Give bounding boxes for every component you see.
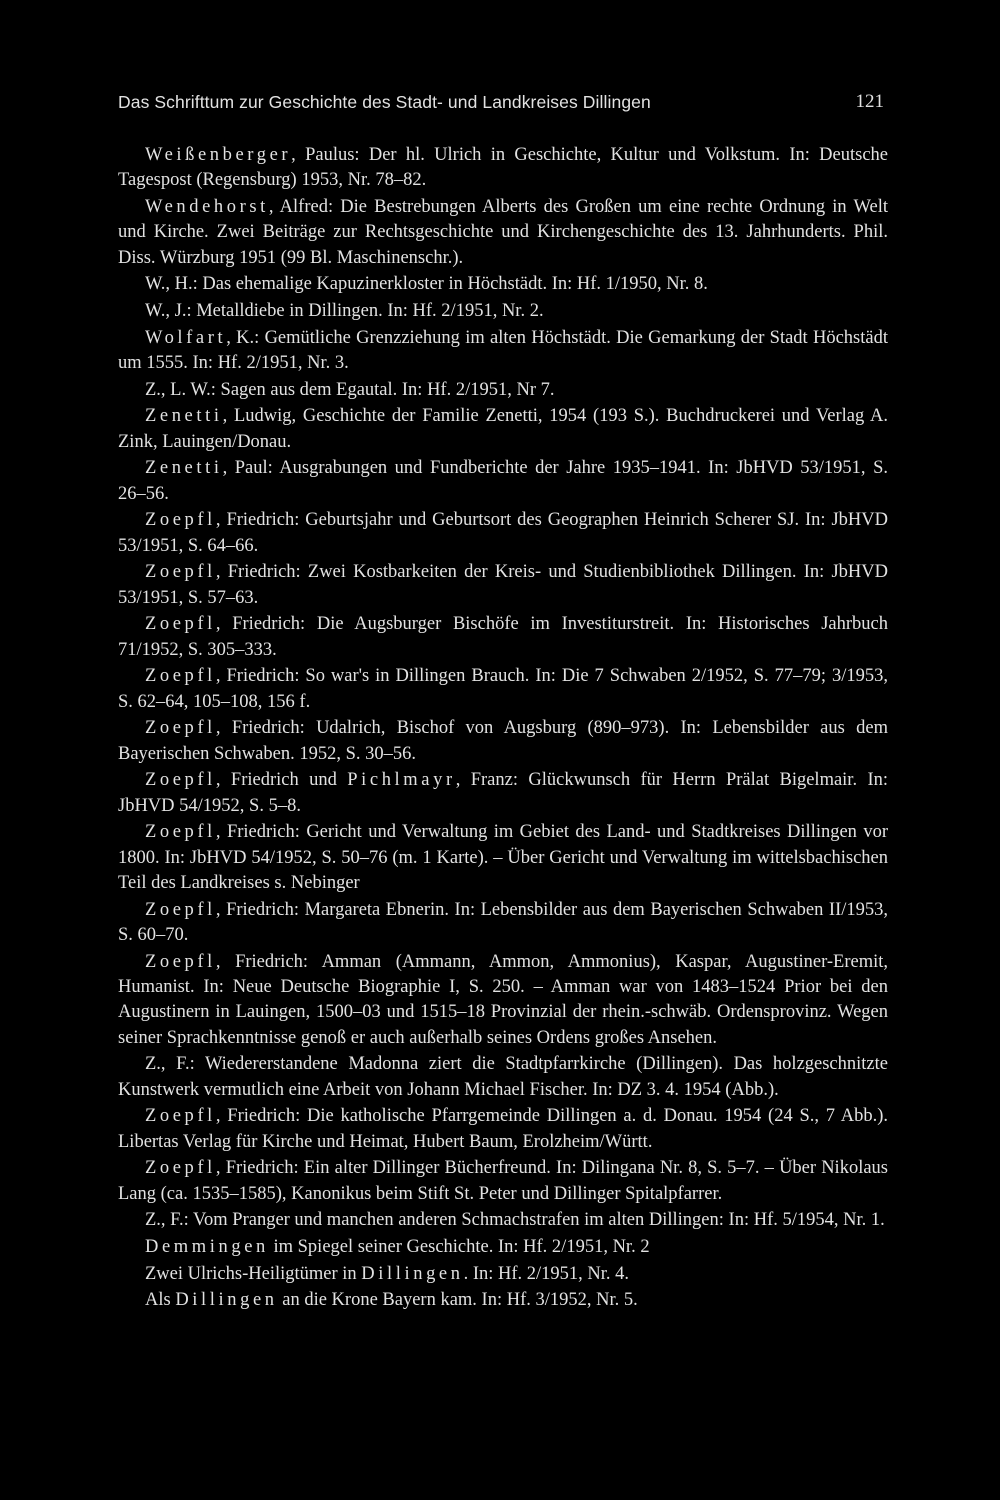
entry-text: , Franz: Glückwunsch für Herrn Prälat Bigelmair. In: JbHVD 54/1952, S. 5–8. xyxy=(118,770,889,816)
bibliography-entry xyxy=(118,378,888,403)
author-name: Zoepfl xyxy=(145,951,216,972)
bibliography-entry xyxy=(118,664,888,715)
author-name: Pichlmayr xyxy=(347,770,456,791)
bibliography-entry xyxy=(118,272,888,297)
running-title: Das Schrifttum zur Geschichte des Stadt- und Landkreises Dillingen xyxy=(118,92,651,112)
bibliography-entry xyxy=(118,456,888,507)
bibliography-entry xyxy=(118,612,888,663)
entry-text: , Ludwig, Geschichte der Familie Zenetti, 1954 (193 S.). Buchdruckerei und Verlag A. Zink, Lauingen/Donau. xyxy=(118,406,888,452)
author-name: Zoepfl xyxy=(145,1106,216,1127)
bibliography-entry xyxy=(118,1104,888,1155)
author-name: Zenetti xyxy=(145,406,223,427)
bibliography-entry xyxy=(118,820,888,896)
bibliography-entry xyxy=(118,1235,888,1260)
bibliography-entry xyxy=(118,195,888,271)
entry-text: , Friedrich: Die Augsburger Bischöfe im Investiturstreit. In: Historisches Jahrbuch 71/1952, S. 305–333. xyxy=(118,614,888,660)
bibliography-entry xyxy=(118,508,888,559)
author-name: Dillingen xyxy=(175,1290,278,1311)
author-name: Zoepfl xyxy=(145,666,216,687)
bibliography-entry xyxy=(118,560,888,611)
entry-text: , Paul: Ausgrabungen und Fundberichte der Jahre 1935–1941. In: JbHVD 53/1951, S. 26–56. xyxy=(118,458,888,504)
bibliography-entry xyxy=(118,768,888,819)
author-name: Demmingen xyxy=(145,1237,269,1257)
bibliography-entry xyxy=(118,1288,888,1313)
bibliography-entry xyxy=(118,326,888,377)
author-name: Zenetti xyxy=(145,458,223,479)
entry-text: , Alfred: Die Bestrebungen Alberts des Großen um eine rechte Ordnung in Welt und Kirche. Zwei Beiträge zur Rechtsgeschichte und Kirchengeschichte des 13. Jahrhunderts. Phil. Diss. Würzburg 1951 (99 Bl. Maschinenschr.). xyxy=(118,197,888,268)
bibliography-entry xyxy=(118,1208,888,1233)
entry-text: , Friedrich: Ein alter Dillinger Bücherfreund. In: Dilingana Nr. 8, S. 5–7. – Über Nikolaus Lang (ca. 1535–1585), Kanonikus beim Stift St. Peter und Dillinger Spitalpfarrer. xyxy=(118,1158,888,1204)
author-name: Zoepfl xyxy=(145,899,216,920)
entry-text: Als xyxy=(145,1290,176,1311)
bibliography-entry xyxy=(118,1262,888,1287)
entry-text: , Friedrich: Geburtsjahr und Geburtsort des Geographen Heinrich Scherer SJ. In: JbHVD 53/1951, S. 64–66. xyxy=(118,510,888,556)
author-name: Zoepfl xyxy=(145,718,216,739)
entry-text: Z., F.: Vom Pranger und manchen anderen Schmachstrafen im alten Dillingen: In: Hf. 5/1954, Nr. 1. xyxy=(145,1210,885,1231)
author-name: Wendehorst xyxy=(145,197,269,217)
entry-text: , K.: Gemütliche Grenzziehung im alten Höchstädt. Die Gemarkung der Stadt Höchstädt um 1555. In: Hf. 2/1951, Nr. 3. xyxy=(118,327,888,373)
entry-text: Zwei Ulrichs-Heiligtümer in xyxy=(145,1263,362,1284)
bibliography-entry xyxy=(118,898,888,949)
page-number: 121 xyxy=(855,91,884,112)
bibliography-entry xyxy=(118,404,888,455)
entry-text: , Friedrich: So war's in Dillingen Brauch. In: Die 7 Schwaben 2/1952, S. 77–79; 3/1953, S. 62–64, 105–108, 156 f. xyxy=(118,666,888,712)
bibliography-entry xyxy=(118,299,888,324)
bibliography-list xyxy=(118,143,888,1315)
entry-text: , Friedrich: Gericht und Verwaltung im Gebiet des Land- und Stadtkreises Dillingen vor 1800. In: JbHVD 54/1952, S. 50–76 (m. 1 Karte). – Über Gericht und Verwaltung im wittelsbachischen Teil des Landkreises s. Nebinger xyxy=(118,822,888,893)
entry-text: W., H.: Das ehemalige Kapuzinerkloster in Höchstädt. In: Hf. 1/1950, Nr. 8. xyxy=(145,274,708,295)
author-name: Wolfart xyxy=(145,327,227,348)
bibliography-entry xyxy=(118,1156,888,1207)
entry-text: , Friedrich: Margareta Ebnerin. In: Lebensbilder aus dem Bayerischen Schwaben II/1953, S. 60–70. xyxy=(118,899,888,945)
entry-text: im Spiegel seiner Geschichte. In: Hf. 2/1951, Nr. 2 xyxy=(268,1237,650,1257)
entry-text: Z., L. W.: Sagen aus dem Egautal. In: Hf. 2/1951, Nr 7. xyxy=(145,379,555,400)
bibliography-entry xyxy=(118,950,888,1052)
entry-text: , Friedrich: Die katholische Pfarrgemeinde Dillingen a. d. Donau. 1954 (24 S., 7 Abb.). Libertas Verlag für Kirche und Heimat, Hubert Baum, Erolzheim/Württ. xyxy=(118,1106,888,1152)
author-name: Zoepfl xyxy=(145,1158,216,1179)
author-name: Zoepfl xyxy=(145,562,216,583)
author-name: Zoepfl xyxy=(145,822,216,843)
entry-text: Z., F.: Wiedererstandene Madonna ziert die Stadtpfarrkirche (Dillingen). Das holzgeschnitzte Kunstwerk vermutlich eine Arbeit von Johann Michael Fischer. In: DZ 3. 4. 1954 (Abb.). xyxy=(118,1054,888,1100)
author-name: Zoepfl xyxy=(145,614,216,635)
entry-text: W., J.: Metalldiebe in Dillingen. In: Hf. 2/1951, Nr. 2. xyxy=(145,301,544,321)
entry-text: , Paulus: Der hl. Ulrich in Geschichte, Kultur und Volkstum. In: Deutsche Tagespost (Regensburg) 1953, Nr. 78–82. xyxy=(118,145,888,191)
entry-text: , Friedrich und xyxy=(215,770,348,791)
entry-text: , Friedrich: Amman (Ammann, Ammon, Ammonius), Kaspar, Augustiner-Eremit, Humanist. In: Neue Deutsche Biographie I, S. 250. – Amman war von 1483–1524 Prior bei den Augustinern in Lauingen, 1500–03 und 1515–18 Provinzial der rhein.-schwäb. Ordensprovinz. Wegen seiner Sprachkenntnisse genoß er auch außerhalb seines Ordens großes Ansehen. xyxy=(118,951,888,1048)
author-name: Zoepfl xyxy=(145,510,216,531)
author-name: Zoepfl xyxy=(145,770,216,791)
entry-text: an die Krone Bayern kam. In: Hf. 3/1952, Nr. 5. xyxy=(277,1290,638,1311)
author-name: Dillingen xyxy=(361,1263,464,1284)
bibliography-entry xyxy=(118,1052,888,1103)
entry-text: . In: Hf. 2/1951, Nr. 4. xyxy=(463,1263,630,1284)
entry-text: , Friedrich: Udalrich, Bischof von Augsburg (890–973). In: Lebensbilder aus dem Bayerischen Schwaben. 1952, S. 30–56. xyxy=(118,718,888,764)
running-header xyxy=(118,88,884,116)
entry-text: , Friedrich: Zwei Kostbarkeiten der Kreis- und Studienbibliothek Dillingen. In: JbHVD 53/1951, S. 57–63. xyxy=(118,562,888,608)
bibliography-entry xyxy=(118,143,888,194)
author-name: Weißenberger xyxy=(145,145,292,165)
bibliography-entry xyxy=(118,716,888,767)
